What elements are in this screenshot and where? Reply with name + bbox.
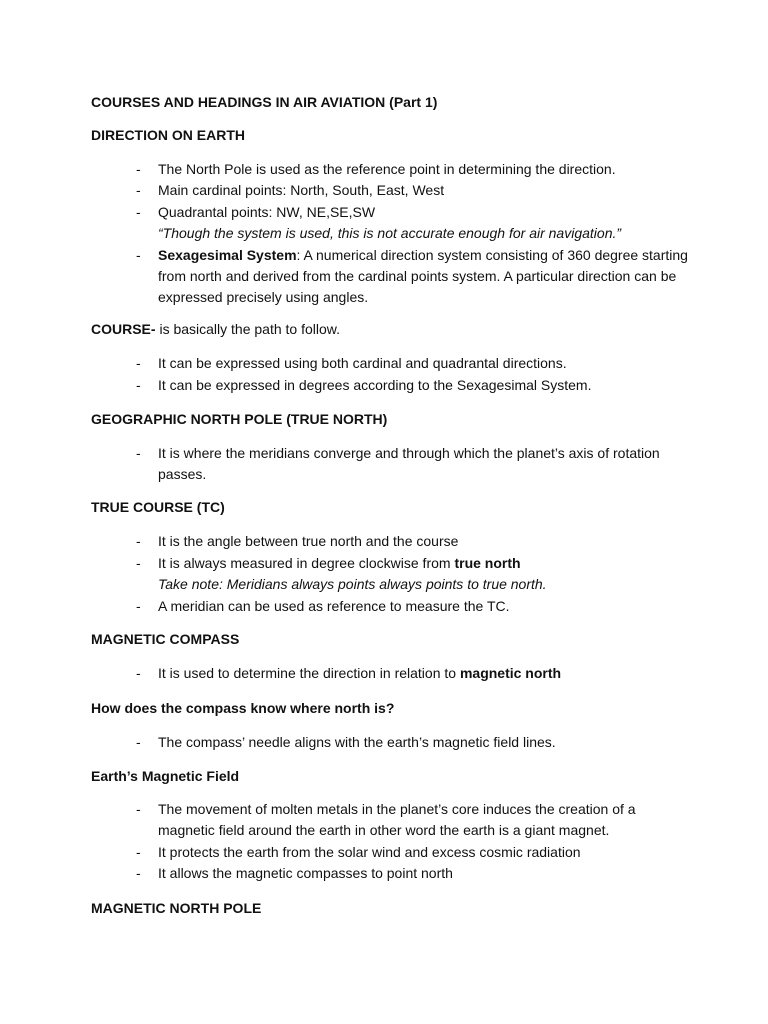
list-item-text-part: It is used to determine the direction in relation to (158, 665, 460, 681)
list-item (136, 663, 696, 684)
list-item (136, 842, 696, 863)
course-text: is basically the path to follow. (155, 321, 340, 337)
term-definition: : A numerical direction system consisting of 360 degree starting from north and derived from the cardinal points system. A particular direction can be expressed precisely using angles. (158, 247, 688, 305)
list-item-text: It allows the magnetic compasses to point north (158, 865, 453, 881)
bullet-dash: - (136, 204, 141, 220)
list-item-text: The movement of molten metals in the planet’s core induces the creation of a magnetic field around the earth in other word the earth is a giant magnet. (158, 801, 636, 838)
list-item-text: Main cardinal points: North, South, East, West (158, 182, 445, 198)
list-item (136, 732, 696, 753)
list-item-text: The compass’ needle aligns with the earth’s magnetic field lines. (158, 734, 556, 750)
list-item (136, 553, 696, 574)
list-item-text: It protects the earth from the solar wind and excess cosmic radiation (158, 844, 581, 860)
bullet-dash: - (136, 555, 141, 571)
bullet-dash: - (136, 377, 141, 393)
list-item-text (158, 663, 696, 684)
list-item (136, 596, 696, 617)
section-heading-direction: DIRECTION ON EARTH (91, 127, 245, 143)
course-label: COURSE- (91, 321, 156, 337)
term-bold: Sexagesimal System (158, 247, 297, 263)
list-item-text: It is the angle between true north and the course (158, 533, 459, 549)
bullet-dash: - (136, 445, 141, 461)
bullet-dash: - (136, 161, 141, 177)
course-paragraph (91, 319, 340, 340)
bullet-dash: - (136, 734, 141, 750)
list-item-text (158, 553, 696, 574)
list-item (136, 799, 696, 841)
list-item (136, 180, 696, 201)
bullet-dash: - (136, 865, 141, 881)
section-heading-how: How does the compass know where north is? (91, 700, 395, 716)
list-item-text: It can be expressed in degrees according to the Sexagesimal System. (158, 377, 592, 393)
bullet-dash: - (136, 355, 141, 371)
bullet-dash: - (136, 247, 141, 263)
italic-note: Take note: Meridians always points always points to true north. (158, 576, 547, 592)
term-bold: magnetic north (459, 665, 562, 681)
list-item-text: A meridian can be used as reference to measure the TC. (158, 598, 510, 614)
section-heading-true-north: GEOGRAPHIC NORTH POLE (TRUE NORTH) (91, 411, 388, 427)
list-item (136, 443, 696, 485)
section-heading-true-course: TRUE COURSE (TC) (91, 499, 225, 515)
list-item-text: It can be expressed using both cardinal and quadrantal directions. (158, 355, 567, 371)
list-item-text: It is where the meridians converge and through which the planet’s axis of rotation passes. (158, 445, 660, 482)
section-heading-magnetic-north: MAGNETIC NORTH POLE (91, 900, 262, 916)
section-heading-compass: MAGNETIC COMPASS (91, 631, 240, 647)
list-item (136, 531, 696, 552)
bullet-dash: - (136, 665, 141, 681)
list-item (136, 353, 696, 374)
bullet-dash: - (136, 844, 141, 860)
list-item-text: The North Pole is used as the reference point in determining the direction. (158, 161, 616, 177)
bullet-dash: - (136, 598, 141, 614)
bullet-dash: - (136, 182, 141, 198)
section-heading-field: Earth’s Magnetic Field (91, 768, 240, 784)
italic-note: “Though the system is used, this is not accurate enough for air navigation.” (158, 225, 622, 241)
list-item (136, 863, 696, 884)
term-bold: true north (454, 555, 521, 571)
list-item-text (158, 245, 696, 308)
list-item (136, 159, 696, 180)
list-item-text: Quadrantal points: NW, NE,SE,SW (158, 204, 376, 220)
list-item-text-part: It is always measured in degree clockwise from (158, 555, 455, 571)
list-item (136, 245, 696, 308)
list-item (136, 375, 696, 396)
list-item (136, 202, 696, 223)
document-title: COURSES AND HEADINGS IN AIR AVIATION (Part 1) (91, 94, 438, 110)
bullet-dash: - (136, 801, 141, 817)
bullet-dash: - (136, 533, 141, 549)
